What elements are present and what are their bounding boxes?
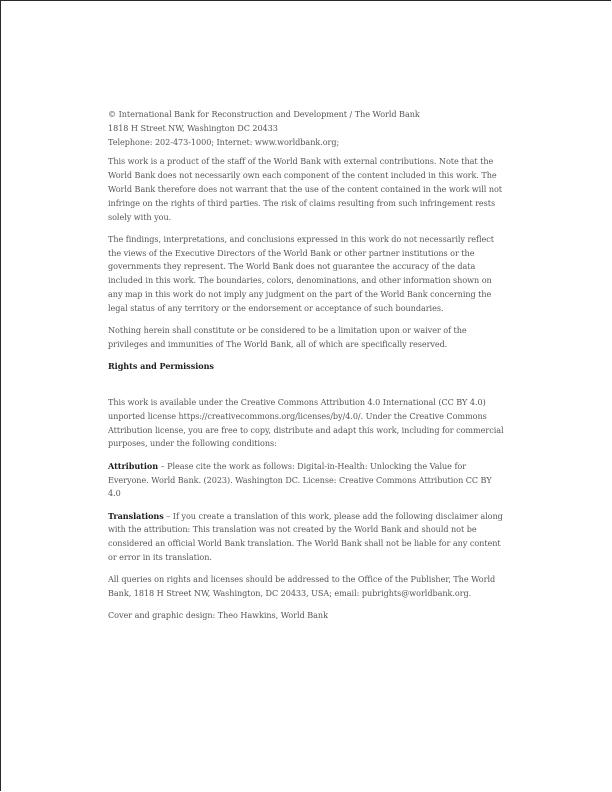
translations-paragraph <box>108 510 506 565</box>
attribution-label: Attribution <box>108 460 159 471</box>
street-address: 1818 H Street NW, Washington DC 20433 <box>108 122 278 133</box>
immunities-notice: Nothing herein shall constitute or be considered to be a limitation upon or waiver of the privileges and immunities of The World Bank, all of which are specifically reserved. <box>108 325 467 349</box>
copyright-line: © International Bank for Reconstruction and Development / The World Bank <box>108 109 420 119</box>
queries-paragraph: All queries on rights and licenses should be addressed to the Office of the Publisher, The World Bank, 1818 H Street NW, Washington, DC 20433, USA; email: pubrights@worldbank.org. <box>108 574 496 599</box>
rights-heading: Rights and Permissions <box>108 361 214 372</box>
translations-label: Translations <box>108 510 164 521</box>
translations-text: – If you create a translation of this work, please add the following disclaimer along with the attribution: This translation was not created by the World Bank and should not be considered an official World Bank translation. The World Bank shall not be liable for any content or error in its translation. <box>108 510 503 563</box>
publisher-address <box>108 108 506 149</box>
ownership-disclaimer: This work is a product of the staff of the World Bank with external contributions. Note that the World Bank does not necessarily own each component of the content included in this work. The World Bank therefore does not warrant that the use of the content contained in the work will not infringe on the rights of third parties. The risk of claims resulting from such infringement rests solely with you. <box>108 156 503 222</box>
contact-line: Telephone: 202-473-1000; Internet: www.worldbank.org; <box>108 136 340 147</box>
copyright-page <box>108 108 506 632</box>
license-paragraph: This work is available under the Creative Commons Attribution 4.0 International (CC BY 4.0) unported license https://creativecommons.org/licenses/by/4.0/. Under the Creative Commons Attribution license, you are free to copy, distribute and adapt this work, including for commercial purposes, under the following conditions: <box>108 397 504 449</box>
attribution-text: – Please cite the work as follows: Digital-in-Health: Unlocking the Value for Everyone. World Bank. (2023). Washington DC. License: Creative Commons Attribution CC BY 4.0 <box>108 460 492 499</box>
attribution-paragraph <box>108 460 506 501</box>
findings-disclaimer: The findings, interpretations, and conclusions expressed in this work do not necessarily reflect the views of the Executive Directors of the World Bank or other partner institutions or the governments they represent. The World Bank does not guarantee the accuracy of the data included in this work. The boundaries, colors, denominations, and other information shown on any map in this work do not imply any judgment on the part of the World Bank concerning the legal status of any territory or the endorsement or acceptance of such boundaries. <box>108 233 494 313</box>
cover-credit: Cover and graphic design: Theo Hawkins, World Bank <box>108 610 328 621</box>
